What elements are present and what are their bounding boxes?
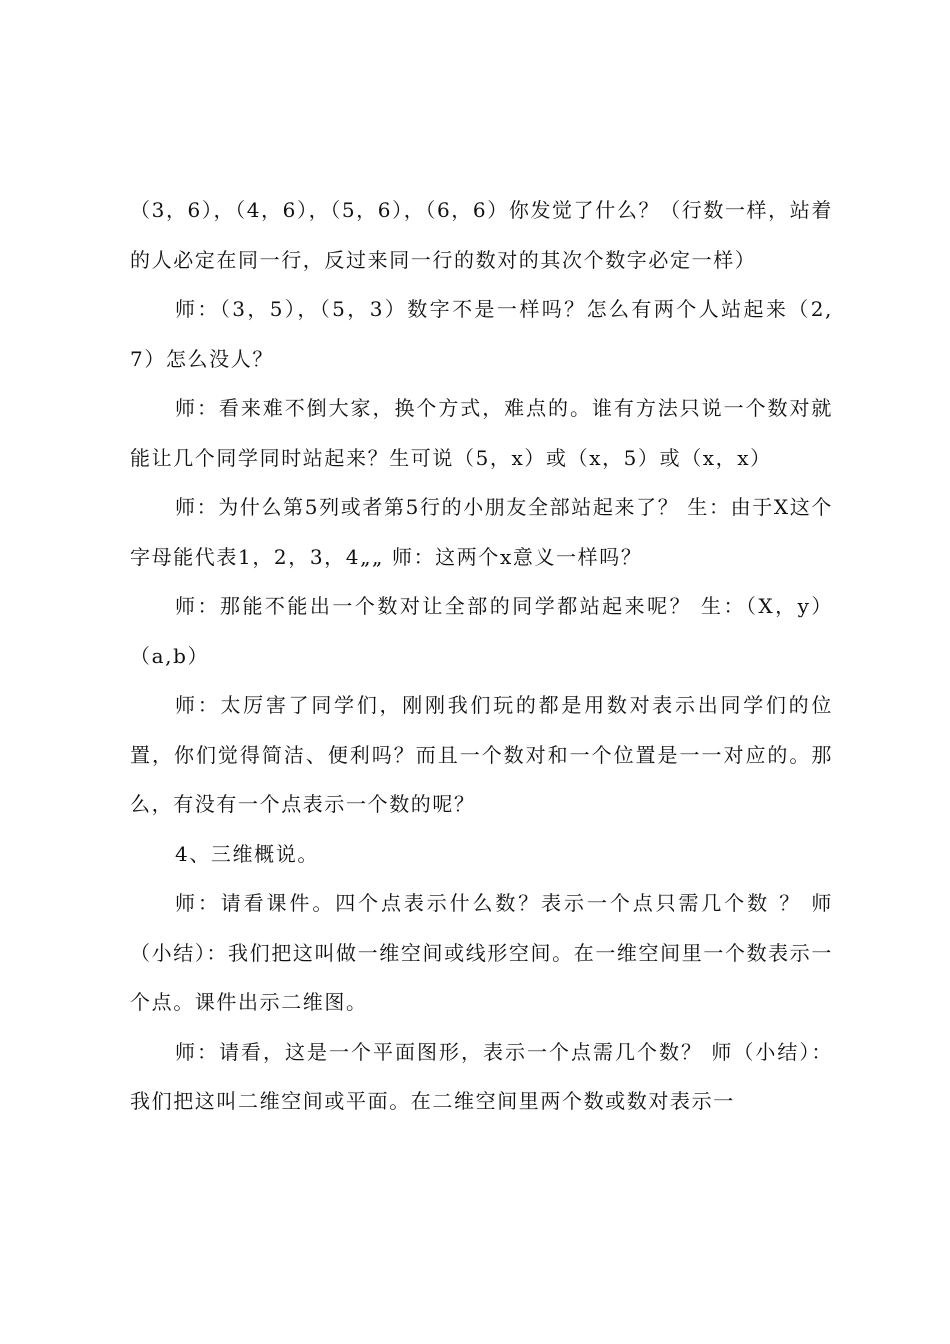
paragraph-6: 师：太厉害了同学们，刚刚我们玩的都是用数对表示出同学们的位置，你们觉得简洁、便利吗？而且一个数对和一个位置是一一对应的。那么，有没有一个点表示一个数的呢？	[130, 693, 833, 816]
paragraph-1: （3，6），（4，6），（5，6），（6，6）你发觉了什么？（行数一样，站着的人必定在同一行，反过来同一行的数对的其次个数字必定一样）	[130, 198, 833, 272]
paragraph-7: 师：请看课件。四个点表示什么数？表示一个点只需几个数 ？ 师（小结）：我们把这叫做一维空间或线形空间。在一维空间里一个数表示一个点。课件出示二维图。	[130, 891, 833, 1014]
paragraph-3: 师：看来难不倒大家，换个方式，难点的。谁有方法只说一个数对就能让几个同学同时站起来？生可说（5，x）或（x，5）或（x，x）	[130, 396, 833, 470]
paragraph-8: 师：请看，这是一个平面图形，表示一个点需几个数？ 师（小结）：我们把这叫二维空间或平面。在二维空间里两个数或数对表示一	[130, 1039, 833, 1113]
paragraph-5: 师：那能不能出一个数对让全部的同学都站起来呢？ 生：（X，y）（a,b）	[130, 594, 833, 668]
document-page	[130, 186, 833, 1127]
paragraph-2: 师：（3，5），（5，3）数字不是一样吗？怎么有两个人站起来（2,7）怎么没人？	[130, 297, 833, 371]
section-heading: 4、三维概说。	[175, 841, 319, 866]
paragraph-4: 师：为什么第5列或者第5行的小朋友全部站起来了？ 生：由于X这个字母能代表1，2，3，4„„ 师：这两个x意义一样吗？	[130, 495, 833, 569]
